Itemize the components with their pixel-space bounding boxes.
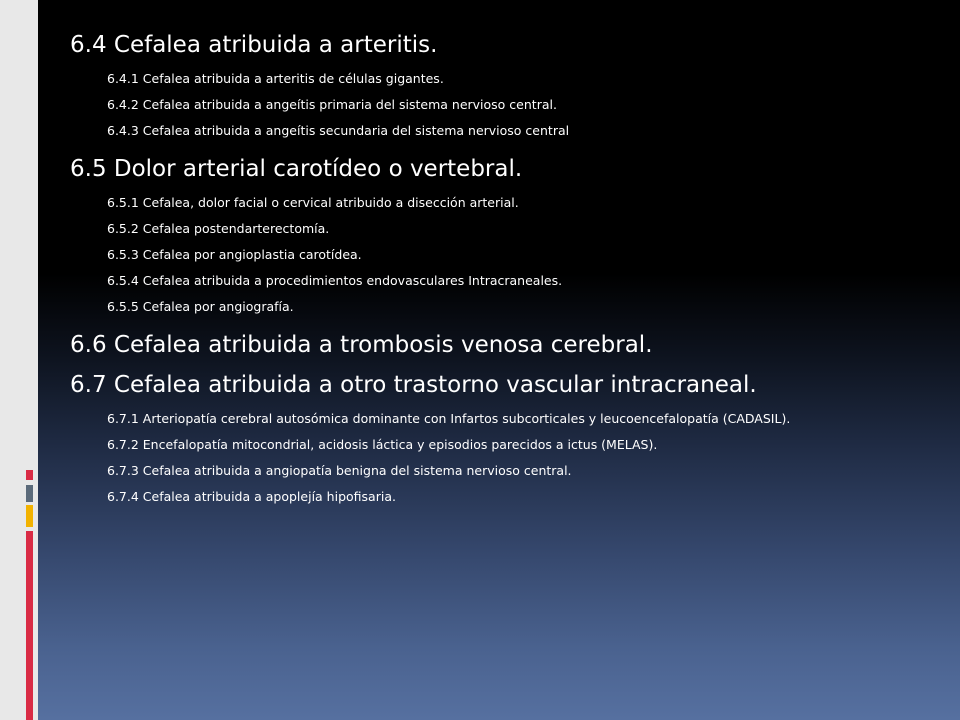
item-6-4-1: 6.4.1 Cefalea atribuida a arteritis de células gigantes.	[107, 71, 444, 86]
accent-bar-gray	[26, 485, 33, 502]
item-6-7-1: 6.7.1 Arteriopatía cerebral autosómica dominante con Infartos subcorticales y leucoencefalopatía (CADASIL).	[107, 411, 791, 426]
accent-bar-red-bottom	[26, 531, 33, 720]
item-6-4-3: 6.4.3 Cefalea atribuida a angeítis secundaria del sistema nervioso central	[107, 123, 570, 138]
heading-6-7: 6.7 Cefalea atribuida a otro trastorno vascular intracraneal.	[70, 372, 757, 398]
slide-content	[70, 30, 930, 510]
item-6-5-1: 6.5.1 Cefalea, dolor facial o cervical atribuido a disección arterial.	[107, 195, 519, 210]
accent-bar-red-top	[26, 470, 33, 480]
item-6-4-2: 6.4.2 Cefalea atribuida a angeítis primaria del sistema nervioso central.	[107, 97, 557, 112]
heading-6-6: 6.6 Cefalea atribuida a trombosis venosa cerebral.	[70, 332, 653, 358]
heading-6-4: 6.4 Cefalea atribuida a arteritis.	[70, 32, 438, 58]
item-6-7-3: 6.7.3 Cefalea atribuida a angiopatía benigna del sistema nervioso central.	[107, 463, 572, 478]
item-6-5-2: 6.5.2 Cefalea postendarterectomía.	[107, 221, 330, 236]
item-6-5-3: 6.5.3 Cefalea por angioplastia carotídea.	[107, 247, 362, 262]
heading-6-5: 6.5 Dolor arterial carotídeo o vertebral.	[70, 156, 523, 182]
item-6-5-5: 6.5.5 Cefalea por angiografía.	[107, 299, 294, 314]
item-6-5-4: 6.5.4 Cefalea atribuida a procedimientos endovasculares Intracraneales.	[107, 273, 563, 288]
item-6-7-2: 6.7.2 Encefalopatía mitocondrial, acidosis láctica y episodios parecidos a ictus (MELAS).	[107, 437, 658, 452]
item-6-7-4: 6.7.4 Cefalea atribuida a apoplejía hipofisaria.	[107, 489, 396, 504]
accent-bar-yellow	[26, 505, 33, 527]
